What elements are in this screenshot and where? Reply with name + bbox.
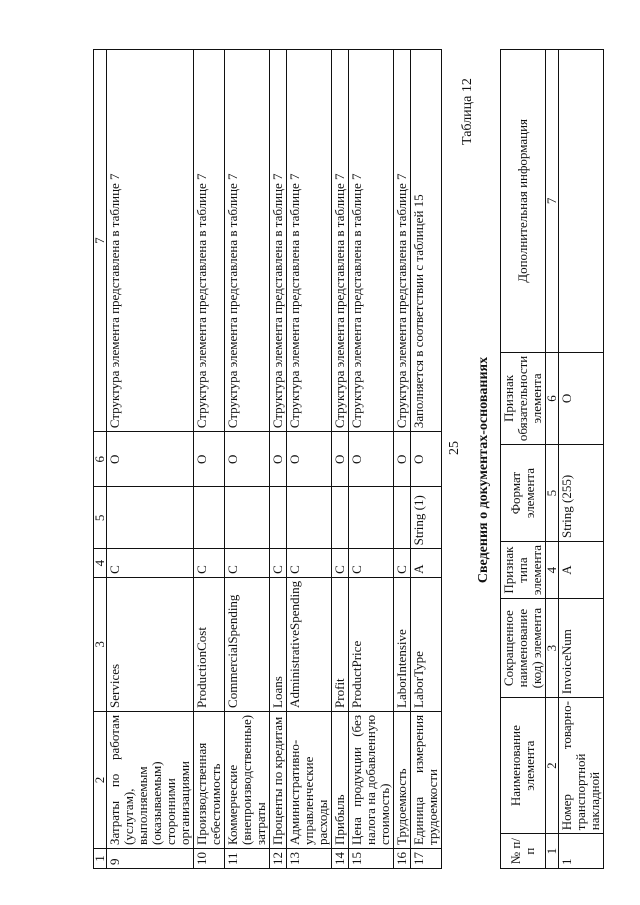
table-row [194,50,225,869]
format [270,487,287,549]
table-header-row [94,50,107,869]
element-code: ProductionCost [194,577,225,711]
type-flag: А [559,541,604,598]
table-caption: Таблица 12 [460,78,475,145]
additional-info: Структура элемента представлена в таблице 7 [270,50,287,432]
format [107,487,194,549]
element-name: Номер товарно-транспортной накладной [559,698,604,834]
mandatory-flag: О [270,432,287,487]
element-name: Затраты по работам (услугам), выполняемым (оказываемым) сторонними организациями [107,711,194,848]
col-number: 2 [546,698,559,834]
row-number: 11 [225,849,270,869]
column-header: Дополнительная информация [501,50,546,353]
format: String (1) [411,487,442,549]
col-number: 5 [94,487,107,549]
element-code: Profit [332,577,349,711]
format [349,487,394,549]
table-row [411,50,442,869]
table-row [107,50,194,869]
format [287,487,332,549]
row-number: 14 [332,849,349,869]
col-number: 1 [94,849,107,869]
column-header: Признак типа элемента [501,541,546,598]
element-name: Трудоемкость [394,711,411,848]
additional-info: Структура элемента представлена в таблице 7 [332,50,349,432]
col-number: 7 [546,50,559,353]
documents-table [500,49,604,869]
format [394,487,411,549]
mandatory-flag: О [411,432,442,487]
format [194,487,225,549]
element-code: AdministrativeSpending [287,577,332,711]
type-flag: С [107,549,194,577]
col-number: 1 [546,834,559,869]
column-header: Формат элемента [501,445,546,542]
column-header: № п/п [501,834,546,869]
element-code: ProductPrice [349,577,394,711]
element-code: LaborIntensive [394,577,411,711]
col-number: 5 [546,445,559,542]
mandatory-flag: О [332,432,349,487]
element-name: Производственная себестоимость [194,711,225,848]
type-flag: С [225,549,270,577]
table-row [270,50,287,869]
additional-info: Структура элемента представлена в таблице 7 [394,50,411,432]
col-number: 3 [94,577,107,711]
format: String (255) [559,445,604,542]
table-title: Сведения о документах-основаниях [476,356,491,584]
element-name: Цена продукции (без налога на добавленную стоимость) [349,711,394,848]
col-number: 6 [546,352,559,444]
additional-info: Заполняется в соответствии с таблицей 15 [411,50,442,432]
element-code: LaborType [411,577,442,711]
col-number: 2 [94,711,107,848]
mandatory-flag: О [225,432,270,487]
element-code: Services [107,577,194,711]
row-number: 17 [411,849,442,869]
table-row [559,50,604,869]
type-flag: С [270,549,287,577]
element-name: Коммерческие (внепроизводственные) затраты [225,711,270,848]
column-header: Наименование элемента [501,698,546,834]
element-code: CommercialSpending [225,577,270,711]
type-flag: С [394,549,411,577]
table-row [287,50,332,869]
row-number: 9 [107,849,194,869]
additional-info: Структура элемента представлена в таблице 7 [287,50,332,432]
table-row [332,50,349,869]
mandatory-flag: О [194,432,225,487]
col-number: 6 [94,432,107,487]
type-flag: С [332,549,349,577]
col-number: 3 [546,599,559,698]
additional-info: Структура элемента представлена в таблице 7 [349,50,394,432]
additional-info: Структура элемента представлена в таблице 7 [225,50,270,432]
additional-info: Структура элемента представлена в таблице 7 [194,50,225,432]
row-number: 12 [270,849,287,869]
row-number: 15 [349,849,394,869]
row-number: 10 [194,849,225,869]
table-row [349,50,394,869]
additional-info: Структура элемента представлена в таблице 7 [107,50,194,432]
element-name: Проценты по кредитам [270,711,287,848]
format [225,487,270,549]
table-number-row [546,50,559,869]
additional-info [559,50,604,353]
mandatory-flag: О [349,432,394,487]
elements-table [93,49,442,869]
row-number: 1 [559,834,604,869]
mandatory-flag: О [287,432,332,487]
row-number: 13 [287,849,332,869]
element-code: Loans [270,577,287,711]
col-number: 4 [94,549,107,577]
column-header: Сокращенное наименование (код) элемента [501,599,546,698]
element-code: InvoiceNum [559,599,604,698]
format [332,487,349,549]
element-name: Единица измерения трудоемкости [411,711,442,848]
col-number: 4 [546,541,559,598]
row-number: 16 [394,849,411,869]
col-number: 7 [94,50,107,432]
type-flag: А [411,549,442,577]
table-row [394,50,411,869]
mandatory-flag: О [107,432,194,487]
column-header: Признак обязательности элемента [501,352,546,444]
mandatory-flag: О [559,352,604,444]
page-number: 25 [447,441,462,455]
element-name: Прибыль [332,711,349,848]
type-flag: С [287,549,332,577]
mandatory-flag: О [394,432,411,487]
table-row [225,50,270,869]
element-name: Административно-управленческие расходы [287,711,332,848]
type-flag: С [349,549,394,577]
table-header-row [501,50,546,869]
type-flag: С [194,549,225,577]
